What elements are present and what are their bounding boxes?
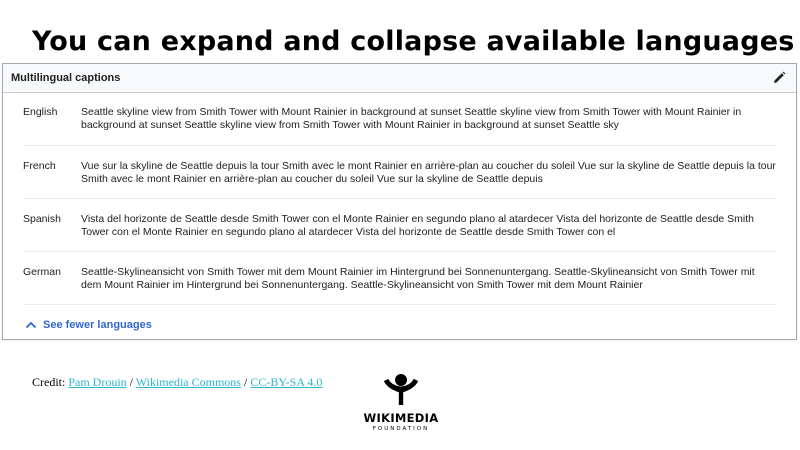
caption-row — [23, 252, 776, 305]
license-link[interactable]: CC-BY-SA 4.0 — [250, 375, 323, 389]
language-label: Spanish — [23, 213, 61, 225]
edit-button[interactable] — [770, 69, 788, 87]
logo-subtitle: FOUNDATION — [372, 426, 430, 432]
caption-rows — [3, 93, 796, 345]
credit-separator: / — [240, 375, 251, 389]
credit-line — [32, 375, 322, 390]
caption-text: Seattle skyline view from Smith Tower with Mount Rainier in background at sunset Seattle skyline view from Smith Tower with Mount Rainier in background at sunset Seattle skyline view from Smith Tower with Mount Rainier in background at sunset Seattle sky — [81, 106, 742, 131]
language-label: German — [23, 266, 61, 278]
multilingual-captions-panel — [2, 63, 797, 340]
language-label: French — [23, 160, 56, 172]
caption-text: Vue sur la skyline de Seattle depuis la tour Smith avec le mont Rainier en arrière-plan au coucher du soleil Vue sur la skyline de Seattle depuis la tour Smith avec le mont Rainier en arrière-plan au coucher du soleil Vue sur la skyline de Seattle depuis — [81, 160, 776, 185]
credit-separator: / — [126, 375, 136, 389]
toggle-label: See fewer languages — [43, 319, 152, 331]
credit-prefix: Credit: — [32, 375, 69, 389]
pencil-icon — [772, 71, 786, 85]
caption-row — [23, 146, 776, 199]
source-link[interactable]: Wikimedia Commons — [135, 375, 241, 389]
panel-title: Multilingual captions — [11, 72, 121, 84]
caption-row — [23, 199, 776, 252]
see-fewer-languages-button[interactable] — [23, 305, 776, 345]
language-label: English — [23, 106, 58, 118]
logo-wordmark: WIKIMEDIA — [363, 411, 439, 425]
caption-text: Vista del horizonte de Seattle desde Smith Tower con el Monte Rainier en segundo plano al atardecer Vista del horizonte de Seattle desde Smith Tower con el Monte Rainier en segundo plano al atardecer Vista del horizonte de Seattle desde Smith Tower con el — [81, 213, 755, 238]
panel-header — [3, 64, 796, 93]
wikimedia-icon — [379, 372, 423, 406]
slide-title: You can expand and collapse available languages — [32, 26, 795, 57]
caption-row — [23, 93, 776, 146]
author-link[interactable]: Pam Drouin — [68, 375, 127, 389]
caption-text: Seattle-Skylineansicht von Smith Tower mit dem Mount Rainier im Hintergrund bei Sonnenuntergang. Seattle-Skylineansicht von Smith Tower mit dem Mount Rainier im Hintergrund bei Sonnenuntergang. Seattle-Skylineansicht von Smith Tower mit dem Mount Rainier — [81, 266, 755, 291]
chevron-up-icon — [25, 321, 37, 329]
wikimedia-logo — [358, 372, 444, 432]
